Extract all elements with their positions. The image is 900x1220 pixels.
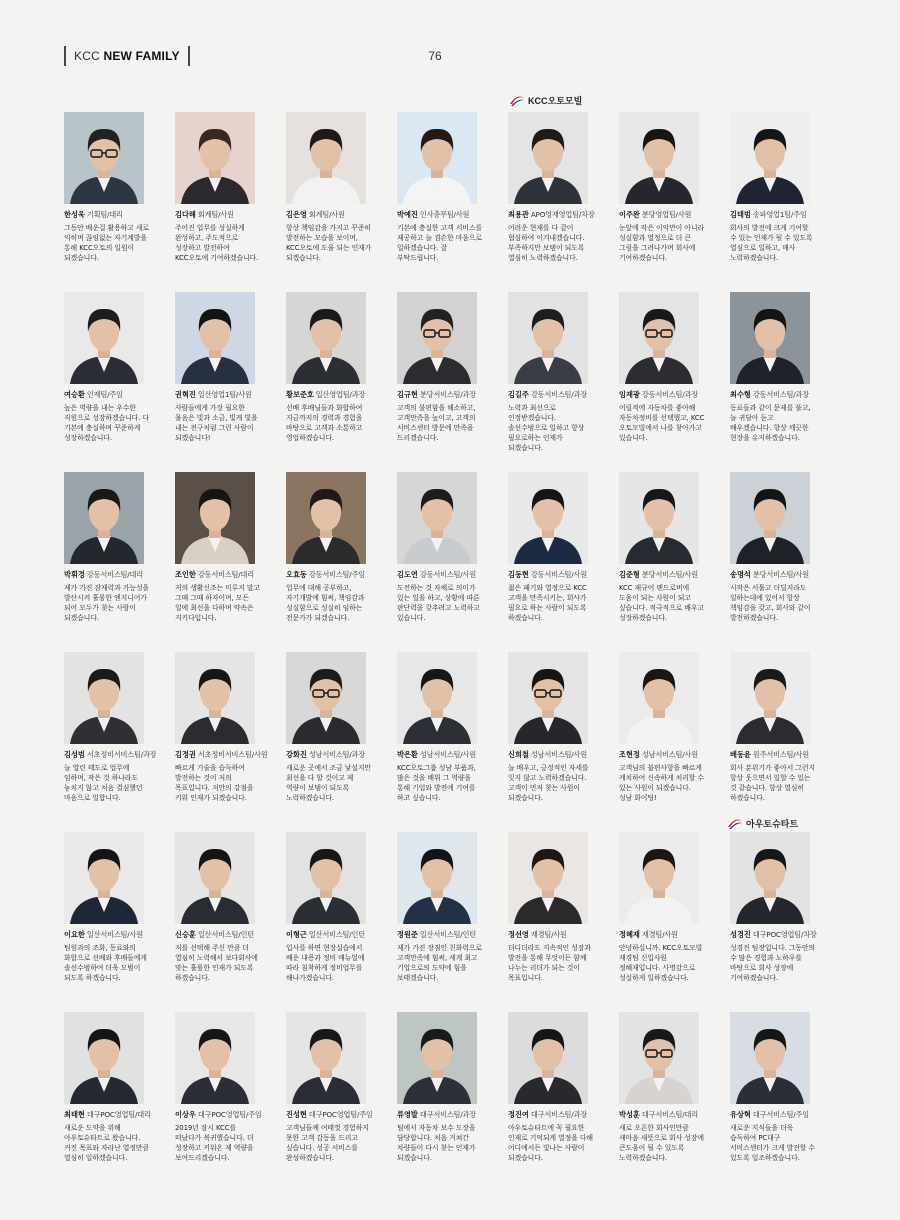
name-line xyxy=(508,930,600,940)
person-name: 여승환 xyxy=(64,390,85,399)
person-name: 신희철 xyxy=(508,750,529,759)
person-description: 안녕하십니까. KCC오토모빌 재경팀 신입사원 정혜재입니다. 사명감으로 성실하게 일하겠습니다. xyxy=(619,944,703,982)
portrait-photo xyxy=(397,112,477,204)
person-description: 입사를 하면 현장실습에서 배운 내용과 정비 매뉴얼에 따라 침착하게 정비업무를 해나가겠습니다. xyxy=(286,944,365,982)
person-department: 대구서비스팀/대리 xyxy=(641,1110,699,1119)
name-line xyxy=(508,390,600,400)
person-name: 김길주 xyxy=(508,390,529,399)
person-description: 어려운 현재를 다 같이 협심하여 이겨내겠습니다. 부족하지만 보탬이 되도록 열심히 노력하겠습니다. xyxy=(508,224,585,262)
person-name: 조현정 xyxy=(619,750,640,759)
person-description: 고객의 불편함을 해소하고, 고객만족을 높이고, 고객의 서비스센터 방문에 만족을 드리겠습니다. xyxy=(397,404,476,442)
name-line xyxy=(397,750,489,760)
logo-text: KCC오토모빌 xyxy=(528,96,583,106)
portrait-photo xyxy=(175,832,255,924)
portrait-photo xyxy=(730,832,810,924)
portrait-photo xyxy=(175,472,255,564)
person-description: 기본에 충실한 고객 서비스를 제공하고 늘 겸손한 마음으로 일하겠습니다. 잘 부탁드립니다. xyxy=(397,224,482,262)
person-description: 제가 가진 장점인 친화력으로 고객만족에 힘써, 세계 최고 기업으로의 도약에 힘을 보태겠습니다. xyxy=(397,944,482,982)
portrait-photo xyxy=(397,1012,477,1104)
name-line xyxy=(64,750,156,760)
person-description: 늘 열린 태도로 업무에 임하며, 작은 것 하나라도 놓치지 않고 처음 결심했던 마음으로 일합니다. xyxy=(64,764,143,802)
person-name: 김준형 xyxy=(619,570,640,579)
kcc-swoosh-icon xyxy=(727,818,743,830)
profile-card xyxy=(397,652,489,803)
autostadt-logo xyxy=(727,817,798,830)
person-department: 대구POC영업팀/주임 xyxy=(197,1110,262,1119)
name-line xyxy=(619,390,711,400)
portrait-photo xyxy=(619,112,699,204)
profile-card xyxy=(175,1012,267,1163)
person-description: 새로운 곳에서 조금 낯설지만 최선을 다 할 것이고 제 역량이 보탬이 되도록 노력하겠습니다. xyxy=(286,764,371,802)
profile-card xyxy=(286,1012,378,1163)
person-department: 성남서비스팀/사원 xyxy=(641,750,699,759)
person-department: 대구서비스팀/주임 xyxy=(752,1110,810,1119)
person-description: 고객님의 불편사항을 빠르게 캐치하여 신속하게 처리할 수 있는 사원이 되겠습니다. 성남 화이팅! xyxy=(619,764,704,802)
person-department: 강동서비스팀/사원 xyxy=(530,570,588,579)
person-department: 강동서비스팀/사원 xyxy=(419,570,477,579)
portrait-photo xyxy=(64,832,144,924)
portrait-photo xyxy=(730,292,810,384)
portrait-photo xyxy=(64,112,144,204)
name-line xyxy=(730,750,822,760)
profile-card xyxy=(64,832,156,983)
person-description: 아우토슈타트에 꼭 필요한 인재로 기억되게 열정을 다해 어디에서든 빛나는 사람이 되겠습니다. xyxy=(508,1124,593,1162)
name-line xyxy=(286,750,378,760)
portrait-photo xyxy=(730,112,810,204)
profile-card xyxy=(397,832,489,983)
person-department: 일산서비스팀/인턴 xyxy=(197,930,255,939)
person-department: 성남서비스팀/사원 xyxy=(530,750,588,759)
name-line xyxy=(730,390,822,400)
name-line xyxy=(64,570,156,580)
name-line xyxy=(508,750,600,760)
portrait-photo xyxy=(619,472,699,564)
person-department: 분당서비스팀/과장 xyxy=(419,390,477,399)
name-line xyxy=(286,930,378,940)
kcc-swoosh-icon xyxy=(509,95,525,107)
portrait-photo xyxy=(730,472,810,564)
person-name: 김태범 xyxy=(730,210,751,219)
profile-card xyxy=(508,112,600,263)
name-line xyxy=(175,1110,267,1120)
person-description: 회사 분위기가 좋아서 그런지 항상 웃으면서 일할 수 있는 것 같습니다. 항상 열심히 하겠습니다. xyxy=(730,764,815,802)
person-name: 권혁진 xyxy=(175,390,196,399)
person-name: 류영발 xyxy=(397,1110,418,1119)
person-department: 일산서비스팀/사원 xyxy=(86,930,144,939)
name-line xyxy=(175,750,267,760)
person-department: 분당서비스팀/사원 xyxy=(752,570,810,579)
person-description: 팀원과의 조화, 동료와의 화합으로 선배와 후배들에게 솔선수범하여 더욱 모범이 되도록 하겠습니다. xyxy=(64,944,147,982)
person-department: 대구서비스팀/과장 xyxy=(419,1110,477,1119)
portrait-photo xyxy=(64,292,144,384)
profile-card xyxy=(64,472,156,623)
person-name: 정진여 xyxy=(508,1110,529,1119)
person-department: 대구서비스팀/과장 xyxy=(530,1110,588,1119)
person-name: 조인한 xyxy=(175,570,196,579)
person-name: 오효동 xyxy=(286,570,307,579)
profile-card xyxy=(175,832,267,983)
person-description: 도전하는 것 자체로 의미가 있는 일을 하고, 상황에 따른 판단력을 갖추려고 노력하고 있습니다. xyxy=(397,584,480,622)
name-line xyxy=(286,1110,378,1120)
person-department: 대구POC영업팀/대리 xyxy=(86,1110,151,1119)
name-line xyxy=(286,570,378,580)
person-description: 저의 생활신조는 미루지 말고 그때 그때 하자이며, 모든 일에 최선을 다하며 약속은 지키다입니다. xyxy=(175,584,260,622)
name-line xyxy=(730,210,822,220)
person-description: 어릴적에 자동차를 좋아해 자동차정비를 선택했고, KCC 오토모빌에서 나를 찾아가고 있습니다. xyxy=(619,404,705,442)
portrait-photo xyxy=(619,832,699,924)
person-name: 황보준호 xyxy=(286,390,314,399)
person-department: 서초정비서비스팀/과장 xyxy=(86,750,156,759)
portrait-photo xyxy=(508,472,588,564)
name-line xyxy=(64,210,156,220)
person-description: 새로운 도약을 위해 아우토슈타트로 왔습니다. 커진 목표와 자라난 열정만큼 열심히 일하겠습니다. xyxy=(64,1124,149,1162)
portrait-photo xyxy=(508,112,588,204)
name-line xyxy=(175,930,267,940)
name-line xyxy=(508,210,600,220)
person-name: 유상혁 xyxy=(730,1110,751,1119)
profile-card xyxy=(619,112,711,263)
person-department: APO영재영업팀/차장 xyxy=(530,210,595,219)
profile-card xyxy=(286,112,378,263)
person-department: 원주서비스팀/사원 xyxy=(752,750,810,759)
person-department: 인재팀/주임 xyxy=(86,390,123,399)
person-department: 대구POC영업팀/주임 xyxy=(308,1110,373,1119)
person-department: 강동서비스팀/과장 xyxy=(752,390,810,399)
person-name: 김규현 xyxy=(397,390,418,399)
profile-card xyxy=(397,1012,489,1163)
portrait-photo xyxy=(286,472,366,564)
person-description: 높은 역량을 내는 우수한 직원으로 성장하겠습니다. 다 기본에 충실하며 꾸준하게 성장하겠습니다. xyxy=(64,404,149,442)
portrait-photo xyxy=(175,652,255,744)
person-name: 이요한 xyxy=(64,930,85,939)
profile-card xyxy=(730,1012,822,1163)
person-name: 정원준 xyxy=(397,930,418,939)
profile-card xyxy=(730,472,822,623)
portrait-photo xyxy=(175,292,255,384)
profile-card xyxy=(619,472,711,623)
page-header xyxy=(64,46,190,66)
portrait-photo xyxy=(286,112,366,204)
person-department: 재경팀/사원 xyxy=(641,930,678,939)
portrait-photo xyxy=(64,472,144,564)
person-department: 강동서비스팀/주임 xyxy=(308,570,366,579)
person-description: 사람들에게 가장 필요한 물음은 빛과 소금, 빛게 빛을 내는 전구처럼 그런 사람이 되겠습니다! xyxy=(175,404,258,442)
profile-card xyxy=(730,832,822,983)
portrait-photo xyxy=(286,832,366,924)
name-line xyxy=(397,930,489,940)
profile-card xyxy=(619,1012,711,1163)
profile-card xyxy=(286,472,378,623)
profile-card xyxy=(286,832,378,983)
person-description: 눈앞에 작은 이익만이 아니라 성실함과 열정으로 더 큰 그림을 그려나가며 회사에 기여하겠습니다. xyxy=(619,224,704,262)
person-name: 김정권 xyxy=(175,750,196,759)
profile-card xyxy=(286,292,378,443)
name-line xyxy=(619,210,711,220)
profile-card xyxy=(175,652,267,803)
profile-card xyxy=(64,292,156,443)
person-department: 강동서비스팀/과장 xyxy=(530,390,588,399)
person-description: 주어진 업무를 성실하게 완성하고, 주도적으로 성장하고 발전하여 KCC오토에 기여하겠습니다. xyxy=(175,224,259,262)
logo-text: 아우토슈타트 xyxy=(746,819,799,829)
person-description: KCC 재규어 랜드로버에 도움이 되는 사원이 되고 싶습니다. 적극적으로 배우고 성장하겠습니다. xyxy=(619,584,704,622)
person-department: 일산영업1팀/사원 xyxy=(197,390,252,399)
person-description: 늘 배우고, 긍정적인 자세를 잊지 않고 노력하겠습니다. 고객이 먼저 찾는 사원이 되겠습니다. xyxy=(508,764,589,802)
person-department: 일산서비스팀/인턴 xyxy=(308,930,366,939)
person-department: 기획팀/대리 xyxy=(86,210,123,219)
profile-card xyxy=(619,292,711,443)
magazine-name: KCC xyxy=(74,49,100,63)
person-description: 빠르게 기술을 습득하여 발전하는 것이 저의 목표입니다. 저만의 강점을 키워 인재가 되겠습니다. xyxy=(175,764,254,802)
profile-card xyxy=(508,292,600,453)
portrait-photo xyxy=(286,292,366,384)
profile-card xyxy=(64,652,156,803)
portrait-photo xyxy=(175,1012,255,1104)
profile-card xyxy=(64,112,156,263)
person-name: 임재광 xyxy=(619,390,640,399)
name-line xyxy=(730,570,822,580)
portrait-photo xyxy=(286,652,366,744)
person-description: 고객님들께 여태껏 경험하지 못한 고객 감동을 드리고 싶습니다. 성공 서비스를 완성하겠습니다. xyxy=(286,1124,369,1162)
name-line xyxy=(397,570,489,580)
person-department: 성남서비스팀/사원 xyxy=(419,750,477,759)
profile-card xyxy=(175,472,267,623)
person-name: 박휘경 xyxy=(64,570,85,579)
profile-card xyxy=(508,832,600,983)
person-name: 한성욱 xyxy=(64,210,85,219)
person-name: 이형근 xyxy=(286,930,307,939)
profile-card xyxy=(730,652,822,803)
header-right-divider xyxy=(188,46,190,66)
name-line xyxy=(64,390,156,400)
portrait-photo xyxy=(619,292,699,384)
person-department: 강동서비스팀/과장 xyxy=(641,390,699,399)
name-line xyxy=(397,1110,489,1120)
name-line xyxy=(286,390,378,400)
person-department: 대구POC영업팀/차장 xyxy=(752,930,817,939)
person-department: 회계팀/사원 xyxy=(308,210,345,219)
portrait-photo xyxy=(730,652,810,744)
person-description: 성경진 팀장입니다. 그동안의 수 많은 경험과 노하우를 바탕으로 회사 성장에 기여하겠습니다. xyxy=(730,944,815,982)
name-line xyxy=(175,570,267,580)
profile-card xyxy=(508,652,600,803)
profile-card xyxy=(619,832,711,983)
kcc-automobile-logo xyxy=(509,94,582,107)
name-line xyxy=(286,210,378,220)
profile-card xyxy=(286,652,378,803)
name-line xyxy=(619,1110,711,1120)
person-department: 서초정비서비스팀/사원 xyxy=(197,750,267,759)
person-description: 그동안 배운걸 활용하고 새로 익히며 끊임없는 자기계발을 통해 KCC오토의 일원이 되겠습니다. xyxy=(64,224,149,262)
name-line xyxy=(730,1110,822,1120)
person-department: 송파영업1팀/주임 xyxy=(752,210,807,219)
person-department: 분당영업팀/사원 xyxy=(641,210,692,219)
profile-card xyxy=(730,292,822,443)
person-name: 최수형 xyxy=(730,390,751,399)
profile-card xyxy=(397,472,489,623)
person-name: 김다해 xyxy=(175,210,196,219)
profile-card xyxy=(730,112,822,263)
person-name: 박은환 xyxy=(397,750,418,759)
portrait-photo xyxy=(730,1012,810,1104)
person-name: 송명석 xyxy=(730,570,751,579)
portrait-photo xyxy=(64,1012,144,1104)
portrait-photo xyxy=(64,652,144,744)
profile-card xyxy=(175,292,267,443)
person-department: 일산영업팀/과장 xyxy=(315,390,366,399)
magazine-section-title xyxy=(74,49,180,63)
profile-card xyxy=(397,292,489,443)
profile-card xyxy=(619,652,711,803)
person-department: 회계팀/사원 xyxy=(197,210,234,219)
name-line xyxy=(508,1110,600,1120)
portrait-photo xyxy=(397,832,477,924)
person-name: 박예진 xyxy=(397,210,418,219)
profile-card xyxy=(508,472,600,623)
person-name: 김은영 xyxy=(286,210,307,219)
person-description: 선배 후배님들과 화합하여 지금까지의 경력과 경험을 바탕으로 고객과 소통하고 영업하겠습니다. xyxy=(286,404,363,442)
name-line xyxy=(730,930,822,940)
person-department: 인사총무팀/사원 xyxy=(419,210,470,219)
person-description: 항상 책임감을 가지고 꾸준히 발전하는 모습을 보이며, KCC오토에 도움 되는 인재가 되겠습니다. xyxy=(286,224,372,262)
profile-card xyxy=(508,1012,600,1163)
section-name: NEW FAMILY xyxy=(103,49,180,63)
person-name: 정혜재 xyxy=(619,930,640,939)
name-line xyxy=(508,570,600,580)
person-description: 더디더라도 지속적인 성장과 발전을 통해 무엇이든 함께 나누는 리더가 되는 것이 목표입니다. xyxy=(508,944,591,982)
person-description: 저를 선택해 주신 만큼 더 열심히 노력해서 보다회사에 맞는 훌륭한 인재가 되도록 하겠습니다. xyxy=(175,944,258,982)
portrait-photo xyxy=(508,832,588,924)
profile-card xyxy=(397,112,489,263)
portrait-photo xyxy=(286,1012,366,1104)
name-line xyxy=(397,390,489,400)
person-description: 시작은 서툴고 더딜지라도 일하는데에 있어서 항상 책임감을 갖고, 회사와 같이 발전하겠습니다. xyxy=(730,584,811,622)
person-description: KCC오토그룹 성남 부품과, 많은 것을 배워 그 역량을 통해 기업와 발전에 기여를 하고 싶습니다. xyxy=(397,764,476,802)
person-description: 업무에 대해 공부하고, 자기개발에 힘써, 책임감과 성실함으로 성실히 임하는 전문가가 되겠습니다. xyxy=(286,584,365,622)
person-name: 박성훈 xyxy=(619,1110,640,1119)
person-department: 강동서비스팀/대리 xyxy=(197,570,255,579)
person-description: 젊은 패기와 열정으로 KCC 고객을 만족시키는, 회사가 필요로 하는 사람이 되도록 하겠습니다. xyxy=(508,584,587,622)
person-description: 동료들과 같이 문제를 풀고, 늘 귀담아 듣고 배우겠습니다. 항상 깨끗한 현장을 유지하겠습니다. xyxy=(730,404,811,442)
person-department: 일산서비스팀/인턴 xyxy=(419,930,477,939)
person-name: 김성범 xyxy=(64,750,85,759)
portrait-photo xyxy=(508,1012,588,1104)
portrait-photo xyxy=(619,1012,699,1104)
name-line xyxy=(64,1110,156,1120)
person-name: 이상우 xyxy=(175,1110,196,1119)
page-number: 76 xyxy=(428,49,442,63)
person-name: 김동현 xyxy=(508,570,529,579)
person-name: 이주완 xyxy=(619,210,640,219)
person-description: 회사의 발전에 크게 기여할 수 있는 인재가 될 수 있도록 열심으로 일하고, 매사 노력하겠습니다. xyxy=(730,224,813,262)
portrait-photo xyxy=(508,652,588,744)
person-name: 신승훈 xyxy=(175,930,196,939)
person-name: 배동윤 xyxy=(730,750,751,759)
person-department: 분당서비스팀/사원 xyxy=(641,570,699,579)
person-department: 강동서비스팀/대리 xyxy=(86,570,144,579)
portrait-photo xyxy=(397,652,477,744)
person-description: 팀에서 자동차 보수 도장을 담당합니다. 처음 거쳐간 차량들이 다시 찾는 인재가 되겠습니다. xyxy=(397,1124,476,1162)
portrait-photo xyxy=(175,112,255,204)
person-department: 재경팀/사원 xyxy=(530,930,567,939)
person-description: 제가 가진 잠재력과 가능성을 발산시켜 훌륭한 엔지니어가 되어 모두가 찾는 사람이 되겠습니다. xyxy=(64,584,149,622)
name-line xyxy=(64,930,156,940)
name-line xyxy=(619,750,711,760)
portrait-photo xyxy=(619,652,699,744)
person-description: 노력과 최선으로 인정받겠습니다. 솔선수범으로 일하고 항상 필요로하는 인재가 되겠습니다. xyxy=(508,404,585,452)
person-department: 성남서비스팀/과장 xyxy=(308,750,366,759)
name-line xyxy=(397,210,489,220)
person-name: 강화진 xyxy=(286,750,307,759)
person-description: 새로운 지식들을 더욱 습득하여 PC대구 서비스센터가 크게 발전할 수 있도록 일조하겠습니다. xyxy=(730,1124,815,1162)
person-name: 진성현 xyxy=(286,1110,307,1119)
portrait-photo xyxy=(397,472,477,564)
person-name: 성경진 xyxy=(730,930,751,939)
person-name: 최용관 xyxy=(508,210,529,219)
name-line xyxy=(619,570,711,580)
portrait-photo xyxy=(397,292,477,384)
name-line xyxy=(175,210,267,220)
person-description: 새로 오픈한 회사인만큼 새마음 새뜻으로 회사 성장에 큰도움이 될 수 있도록 노력하겠습니다. xyxy=(619,1124,704,1162)
person-name: 김도연 xyxy=(397,570,418,579)
name-line xyxy=(175,390,267,400)
person-description: 2019년 잠시 KCC를 떠났다가 복귀했습니다. 더 성장하고 키워온 제 역량을 보여드리겠습니다. xyxy=(175,1124,254,1162)
profile-card xyxy=(175,112,267,263)
header-left-divider xyxy=(64,46,66,66)
profile-card xyxy=(64,1012,156,1163)
portrait-photo xyxy=(508,292,588,384)
person-name: 최태현 xyxy=(64,1110,85,1119)
person-name: 정선영 xyxy=(508,930,529,939)
name-line xyxy=(619,930,711,940)
